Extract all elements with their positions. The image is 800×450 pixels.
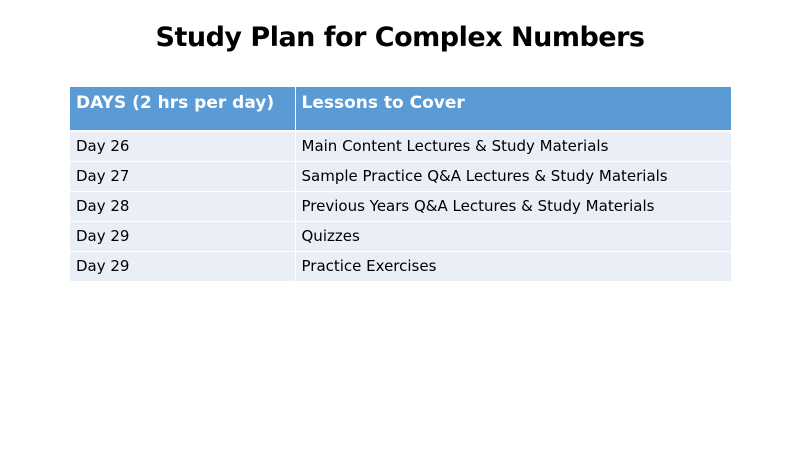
day-cell: Day 29 [70,221,295,251]
day-cell: Day 26 [70,131,295,161]
table-row [70,131,731,161]
table-row [70,251,731,281]
lesson-cell: Practice Exercises [295,251,731,281]
lesson-cell: Sample Practice Q&A Lectures & Study Materials [295,161,731,191]
table-header-row [70,87,731,131]
lesson-cell: Quizzes [295,221,731,251]
day-cell: Day 27 [70,161,295,191]
lesson-cell: Previous Years Q&A Lectures & Study Materials [295,191,731,221]
column-header-lessons: Lessons to Cover [295,87,731,131]
lesson-cell: Main Content Lectures & Study Materials [295,131,731,161]
table-row [70,221,731,251]
table-row [70,161,731,191]
study-plan-table [70,87,731,282]
day-cell: Day 29 [70,251,295,281]
column-header-days: DAYS (2 hrs per day) [70,87,295,131]
slide-title: Study Plan for Complex Numbers [155,22,645,53]
table-row [70,191,731,221]
day-cell: Day 28 [70,191,295,221]
